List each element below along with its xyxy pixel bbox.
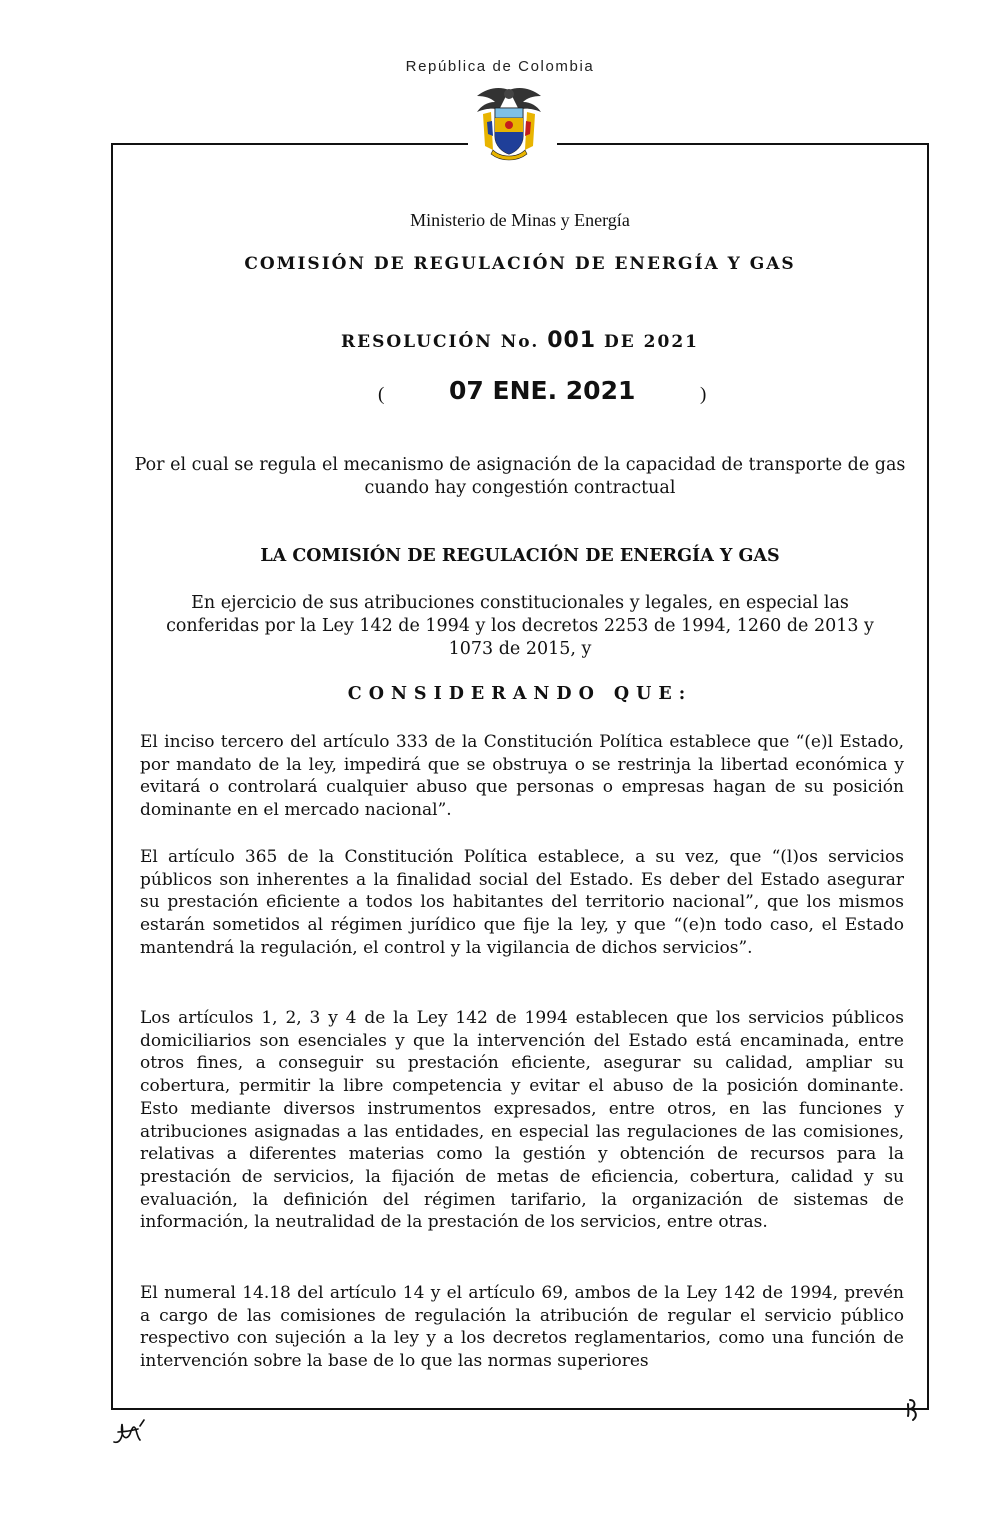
resolucion-suffix: DE 2021 <box>604 332 699 352</box>
considerando-paragraph: El artículo 365 de la Constitución Política establece, a su vez, que “(l)os servicios públicos son inherentes a la finalidad social del Estado. Es deber del Estado asegurar su prestación eficiente a todos los habitantes del territorio nacional”, que los mismos estarán sometidos al régimen jurídico que fije la ley, y que “(e)n todo caso, el Estado mantendrá la regulación, el control y la vigilancia de dichos servicios”. <box>140 847 904 958</box>
resolucion-title <box>113 328 927 353</box>
ministerio-label: Ministerio de Minas y Energía <box>410 210 630 230</box>
authority-heading: LA COMISIÓN DE REGULACIÓN DE ENERGÍA Y GAS <box>260 546 780 566</box>
initials-left-signature <box>110 1412 150 1448</box>
date-paren-open: ( <box>378 384 385 405</box>
attributions-paragraph: En ejercicio de sus atribuciones constitucionales y legales, en especial las conferidas por la Ley 142 de 1994 y los decretos 2253 de 1994, 1260 de 2013 y 1073 de 2015, y <box>166 593 874 659</box>
resolucion-number: 001 <box>547 328 597 353</box>
date-paren-close: ) <box>700 384 707 405</box>
resolucion-prefix: RESOLUCIÓN No. <box>341 332 540 352</box>
considerando-heading: CONSIDERANDO QUE: <box>347 684 693 704</box>
considerando-paragraph: El inciso tercero del artículo 333 de la Constitución Política establece que “(e)l Estado, por mandato de la ley, impedirá que se obstruya o se restrinja la libertad económica y evitará o controlará cualquier abuso que personas o empresas hagan de su posición dominante en el mercado nacional”. <box>140 732 904 821</box>
initials-right-signature <box>900 1396 924 1424</box>
resolucion-date-stamp: 07 ENE. 2021 <box>449 376 636 405</box>
considerando-paragraph: El numeral 14.18 del artículo 14 y el artículo 69, ambos de la Ley 142 de 1994, prevén a cargo de las comisiones de regulación la atribución de regular el servicio público respectivo con sujeción a la ley y a los decretos reglamentarios, como una función de intervención sobre la base de lo que las normas superiores <box>140 1283 904 1372</box>
comision-title: COMISIÓN DE REGULACIÓN DE ENERGÍA Y GAS <box>244 254 796 274</box>
resolucion-subject: Por el cual se regula el mecanismo de asignación de la capacidad de transporte de gas cuando hay congestión contractual <box>134 455 906 498</box>
considerando-paragraph: Los artículos 1, 2, 3 y 4 de la Ley 142 de 1994 establecen que los servicios públicos domiciliarios son esenciales y que la intervención del Estado está encaminada, entre otros fines, a conseguir su prestación eficiente, asegurar su calidad, ampliar su cobertura, permitir la libre competencia y evitar el abuso de la posición dominante. Esto mediante diversos instrumentos expresados, entre otros, en las funciones y atribuciones asignadas a las entidades, en especial las regulaciones de las comisiones, relativas a diferentes materias como la gestión y obtención de recursos para la prestación de servicios, la fijación de metas de eficiencia, cobertura, calidad y su evaluación, la definición del régimen tarifario, la organización de sistemas de información, la neutralidad de la prestación de los servicios, entre otras. <box>140 1008 904 1233</box>
republica-label: República de Colombia <box>405 58 595 75</box>
